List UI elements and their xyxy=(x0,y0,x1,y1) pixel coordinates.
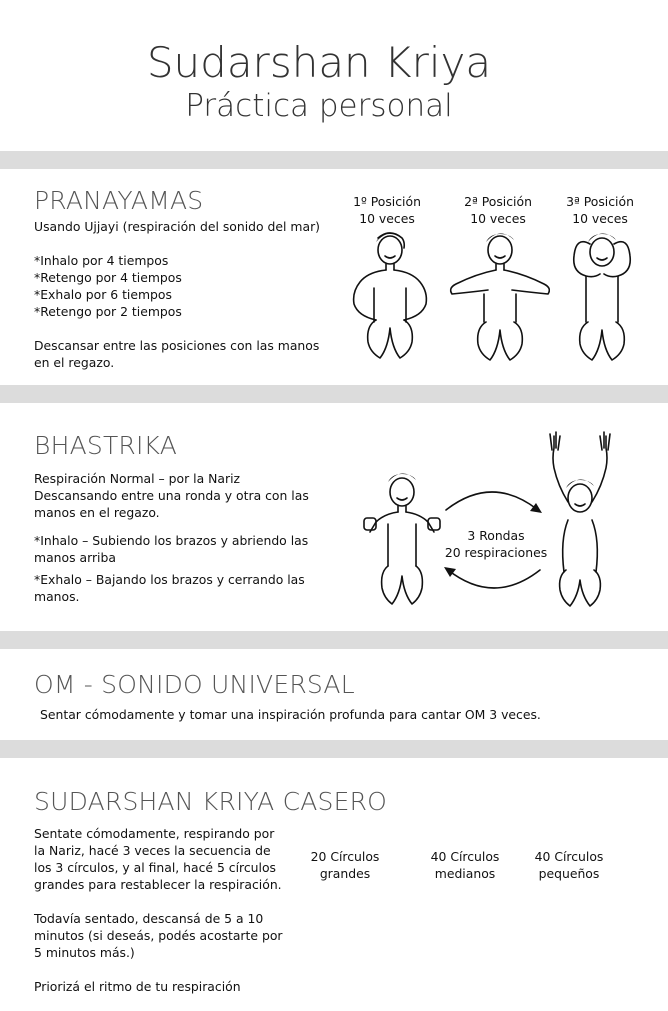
circles-large-label: 20 Círculos grandes xyxy=(310,849,380,881)
bhastrika-rounds-label: 3 Rondas 20 respiraciones xyxy=(444,528,548,560)
pranayamas-text: Usando Ujjayi (respiración del sonido del mar) *Inhalo por 4 tiempos *Retengo por 4 tiempos *Exhalo por 6 tiempos *Retengo por 2 tiempos Descansar entre las posiciones con las manos en el regazo. xyxy=(34,219,321,370)
page-subtitle: Práctica personal xyxy=(185,88,453,124)
section-divider xyxy=(0,631,668,649)
section-divider xyxy=(0,740,668,758)
circles-medium-label: 40 Círculos medianos xyxy=(430,849,500,881)
person-arms-up-icon xyxy=(540,430,620,610)
person-hands-on-chest-icon xyxy=(446,228,550,364)
person-arms-down-icon xyxy=(362,470,442,608)
bhastrika-text: Respiración Normal – por la Nariz Descansando entre una ronda y otra con las manos en el regazo. *Inhalo – Subiendo los brazos y abriendo las manos arriba *Exhalo – Bajando los brazos y cerrando las manos. xyxy=(34,471,309,604)
kriya-heading: SUDARSHAN KRIYA CASERO xyxy=(34,787,388,816)
person-hands-on-waist-icon xyxy=(340,228,440,364)
om-text: Sentar cómodamente y tomar una inspiración profunda para cantar OM 3 veces. xyxy=(40,707,541,722)
pranayamas-heading: PRANAYAMAS xyxy=(34,186,204,215)
bhastrika-heading: BHASTRIKA xyxy=(34,431,178,460)
section-divider xyxy=(0,151,668,169)
person-hands-behind-head-icon xyxy=(566,228,640,364)
section-divider xyxy=(0,385,668,403)
circles-small-label: 40 Círculos pequeños xyxy=(534,849,604,881)
position-2-label: 2ª Posición 10 veces xyxy=(464,194,532,226)
position-3-label: 3ª Posición 10 veces xyxy=(566,194,634,226)
kriya-text: Sentate cómodamente, respirando por la Nariz, hacé 3 veces la secuencia de los 3 círculos, y al final, hacé 5 círculos grandes para restablecer la respiración. Todavía sentado, descansá de 5 a 10 minutos (si deseás, podés acostarte por 5 minutos más.) Priorizá el ritmo de tu respiración xyxy=(34,826,283,994)
om-heading: OM - SONIDO UNIVERSAL xyxy=(34,670,355,699)
page-title: Sudarshan Kriya xyxy=(146,38,492,87)
position-1-label: 1º Posición 10 veces xyxy=(353,194,421,226)
